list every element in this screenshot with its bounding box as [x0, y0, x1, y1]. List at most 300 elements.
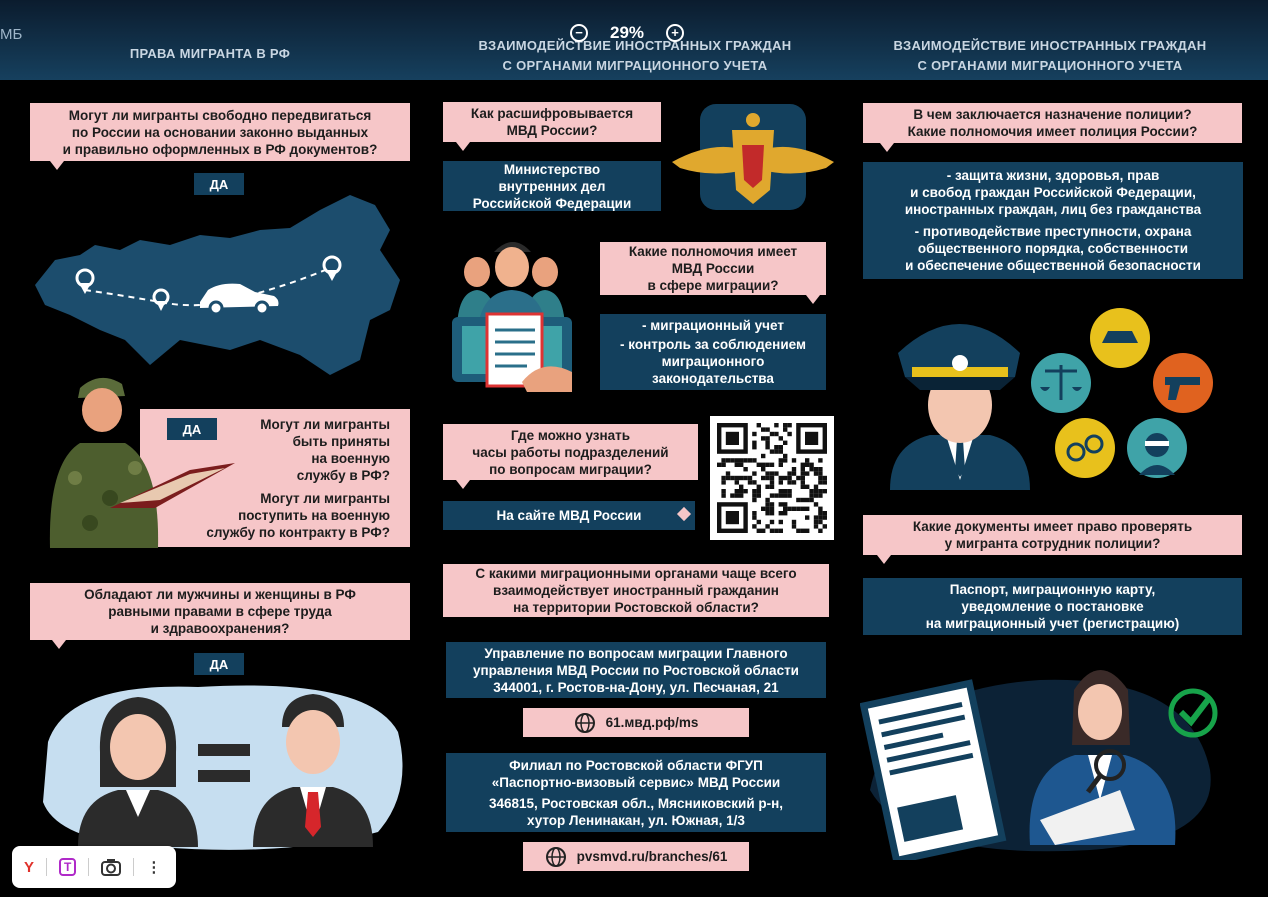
qr-module	[739, 463, 743, 467]
qr-module	[761, 463, 765, 467]
qr-module	[783, 454, 787, 458]
col2-org-1	[446, 642, 826, 698]
text-line: «Паспортно-визовый сервис» МВД России	[491, 774, 781, 790]
qr-module	[752, 515, 756, 519]
text-line: Управление по вопросам миграции Главного	[484, 645, 788, 661]
camera-icon[interactable]	[101, 858, 121, 876]
qr-module	[792, 467, 796, 471]
qr-module	[796, 476, 800, 480]
qr-module	[752, 493, 756, 497]
qr-module	[779, 436, 783, 440]
qr-module	[735, 489, 739, 493]
browser-toolbar	[12, 846, 176, 888]
col2-link-2[interactable]	[523, 842, 749, 871]
qr-module	[735, 458, 739, 462]
qr-module	[809, 498, 813, 502]
qr-module	[809, 489, 813, 493]
col3-answer-2	[863, 578, 1242, 635]
text-line: службу в РФ?	[296, 467, 390, 483]
qr-module	[809, 493, 813, 497]
col1-answer-3: ДА	[194, 653, 244, 675]
text-line: Обладают ли мужчины и женщины в РФ	[84, 587, 356, 602]
bubble-tail	[456, 480, 470, 489]
qr-module	[805, 463, 809, 467]
qr-module	[818, 476, 822, 480]
qr-module	[757, 493, 761, 497]
qr-module	[814, 493, 818, 497]
qr-module	[735, 493, 739, 497]
qr-module	[783, 507, 787, 511]
qr-module	[787, 471, 791, 475]
globe-icon	[545, 846, 567, 868]
qr-module	[748, 458, 752, 462]
text-line: на миграционный учет (регистрацию)	[925, 616, 1180, 631]
text-line: законодательства	[652, 371, 774, 386]
police-illustration	[880, 305, 1230, 490]
text-line: на территории Ростовской области?	[513, 600, 759, 615]
qr-module	[779, 445, 783, 449]
zoom-out-icon[interactable]: −	[570, 24, 588, 42]
qr-module	[801, 480, 805, 484]
bubble-tail	[877, 555, 891, 564]
qr-module	[774, 445, 778, 449]
police-emblem	[672, 100, 834, 214]
qr-module	[818, 507, 822, 511]
text-line: Как расшифровывается	[470, 106, 634, 121]
text-line: равными правами в сфере труда	[108, 604, 332, 619]
link-text[interactable]: На сайте МВД России	[496, 508, 642, 523]
zoom-controls	[570, 23, 684, 43]
qr-module	[809, 463, 813, 467]
qr-module	[783, 423, 787, 427]
qr-module	[779, 489, 783, 493]
text-line: Филиал по Ростовской области ФГУП	[509, 757, 763, 773]
bubble-tail	[456, 142, 470, 151]
qr-module	[743, 476, 747, 480]
qr-module	[823, 515, 827, 519]
qr-module	[730, 493, 734, 497]
qr-module	[752, 498, 756, 502]
qr-module	[752, 511, 756, 515]
qr-module	[779, 480, 783, 484]
qr-module	[757, 423, 761, 427]
text-line: В чем заключается назначение полиции?	[913, 107, 1192, 122]
qr-module	[774, 449, 778, 453]
qr-module	[765, 427, 769, 431]
qr-module	[787, 432, 791, 436]
col3-answer-1	[863, 162, 1243, 279]
qr-module	[761, 454, 765, 458]
qr-module	[765, 524, 769, 528]
qr-module	[752, 445, 756, 449]
qr-module	[818, 515, 822, 519]
qr-module	[770, 485, 774, 489]
qr-finder	[726, 432, 739, 445]
qr-module	[787, 489, 791, 493]
qr-module	[779, 502, 783, 506]
divider	[133, 858, 134, 876]
col2-title-line: ВЗАИМОДЕЙСТВИЕ ИНОСТРАННЫХ ГРАЖДАН	[478, 38, 792, 53]
qr-module	[805, 458, 809, 462]
text-line: хутор Ленинакан, ул. Южная, 1/3	[527, 812, 745, 828]
text-line: внутренних дел	[498, 178, 606, 194]
text-line: и свобод граждан Российской Федерации,	[910, 184, 1196, 200]
qr-module	[774, 529, 778, 533]
qr-module	[818, 489, 822, 493]
qr-module	[787, 493, 791, 497]
qr-module	[757, 520, 761, 524]
qr-module	[757, 463, 761, 467]
car-icon	[1090, 308, 1150, 368]
col2-question-2	[600, 242, 826, 295]
qr-module	[726, 458, 730, 462]
qr-module	[774, 471, 778, 475]
qr-module	[805, 485, 809, 489]
qr-module	[805, 471, 809, 475]
qr-module	[818, 458, 822, 462]
qr-module	[761, 507, 765, 511]
qr-module	[774, 423, 778, 427]
bubble-tail	[880, 143, 894, 152]
qr-finder	[726, 511, 739, 524]
text-line: взаимодействует иностранный гражданин	[493, 583, 779, 598]
text-line: - контроль за соблюдением	[620, 337, 806, 352]
text-line: Российской Федерации	[472, 195, 632, 211]
qr-module	[721, 476, 725, 480]
qr-module	[801, 507, 805, 511]
qr-module	[823, 489, 827, 493]
globe-icon	[574, 712, 596, 734]
qr-module	[779, 476, 783, 480]
col2-question-1	[443, 102, 661, 142]
col2-question-4	[443, 564, 829, 617]
qr-module	[779, 463, 783, 467]
qr-module	[730, 458, 734, 462]
officer-figure	[890, 324, 1030, 490]
qr-module	[805, 507, 809, 511]
qr-module	[779, 493, 783, 497]
qr-module	[765, 463, 769, 467]
qr-module	[757, 485, 761, 489]
col3-question-2	[863, 515, 1242, 555]
qr-module	[721, 493, 725, 497]
text-line: у мигранта сотрудник полиции?	[944, 536, 1161, 551]
text-line: Паспорт, миграционную карту,	[949, 582, 1156, 597]
qr-module	[721, 463, 725, 467]
qr-module	[787, 480, 791, 484]
qr-module	[818, 520, 822, 524]
qr-module	[757, 489, 761, 493]
qr-module	[739, 476, 743, 480]
text-line: и правильно оформленных в РФ документов?	[62, 141, 378, 157]
qr-module	[735, 480, 739, 484]
col2-link-1[interactable]	[523, 708, 749, 737]
qr-module	[818, 467, 822, 471]
qr-module	[792, 471, 796, 475]
text-line: - миграционный учет	[642, 318, 784, 333]
qr-module	[765, 436, 769, 440]
qr-module	[787, 423, 791, 427]
qr-module	[801, 498, 805, 502]
qr-module	[801, 529, 805, 533]
qr-module	[809, 467, 813, 471]
text-line: часы работы подразделений	[472, 444, 669, 460]
text-line: Какие документы имеет право проверять	[912, 519, 1193, 534]
qr-module	[726, 476, 730, 480]
qr-module	[814, 515, 818, 519]
qr-module	[765, 511, 769, 515]
qr-module	[761, 427, 765, 431]
qr-module	[783, 511, 787, 515]
criminal-icon	[1127, 418, 1187, 478]
text-line: быть приняты	[292, 433, 390, 449]
qr-module	[735, 476, 739, 480]
qr-module	[761, 467, 765, 471]
qr-module	[779, 511, 783, 515]
equality-illustration	[38, 682, 408, 852]
col2-title-line: С ОРГАНАМИ МИГРАЦИОННОГО УЧЕТА	[502, 58, 768, 73]
text-line: МВД России	[671, 261, 755, 276]
qr-module	[787, 476, 791, 480]
qr-module	[743, 489, 747, 493]
qr-module	[818, 511, 822, 515]
text-line: по вопросам миграции?	[489, 461, 652, 477]
col2-answer-2	[600, 314, 826, 390]
text-line: Где можно узнать	[510, 427, 631, 443]
qr-module	[796, 498, 800, 502]
qr-module	[735, 463, 739, 467]
yandex-icon[interactable]: Y	[24, 858, 35, 876]
qr-module	[757, 529, 761, 533]
zoom-level: 29%	[610, 23, 645, 42]
qr-module	[796, 529, 800, 533]
bubble-tail	[52, 640, 66, 649]
qr-module	[743, 458, 747, 462]
qr-module	[783, 493, 787, 497]
qr-module	[721, 480, 725, 484]
qr-module	[726, 471, 730, 475]
text-line: общественного порядка, собственности	[917, 241, 1189, 257]
qr-module	[748, 480, 752, 484]
text-line: иностранных граждан, лиц без гражданства	[904, 201, 1202, 217]
qr-module	[752, 489, 756, 493]
qr-module	[779, 529, 783, 533]
qr-module	[765, 507, 769, 511]
qr-module	[814, 502, 818, 506]
text-line: и здравоохранения?	[150, 621, 290, 636]
qr-module	[792, 458, 796, 462]
qr-module	[752, 480, 756, 484]
qr-module	[818, 493, 822, 497]
qr-module	[770, 480, 774, 484]
qr-module	[783, 502, 787, 506]
qr-module	[770, 502, 774, 506]
qr-module	[765, 445, 769, 449]
qr-module	[805, 529, 809, 533]
checkmark-icon	[1171, 691, 1215, 735]
text-line: 344001, г. Ростов-на-Дону, ул. Песчаная, 21	[493, 679, 779, 695]
qr-module	[770, 511, 774, 515]
soldier-illustration	[40, 368, 240, 550]
gun-icon	[1153, 353, 1213, 413]
col2-answer-1	[443, 161, 661, 211]
text-line: службу по контракту в РФ?	[206, 524, 390, 540]
qr-module	[717, 463, 721, 467]
qr-module	[765, 485, 769, 489]
qr-pattern	[710, 416, 834, 540]
text-line: Какие полномочия имеет полиция России?	[907, 124, 1198, 139]
text-line: Могут ли мигранты свободно передвигаться	[68, 107, 372, 123]
qr-module	[770, 471, 774, 475]
qr-module	[805, 515, 809, 519]
qr-module	[721, 458, 725, 462]
qr-module	[814, 489, 818, 493]
text-line: управления МВД России по Ростовской области	[473, 662, 799, 678]
col3-question-1	[863, 103, 1242, 143]
col2-answer-3	[443, 501, 695, 530]
col3-title	[860, 36, 1240, 76]
equals-sign	[198, 744, 250, 756]
qr-module	[770, 520, 774, 524]
qr-module	[801, 476, 805, 480]
text-line: по России на основании законно выданных	[71, 124, 369, 140]
text-line: Могут ли мигранты	[260, 490, 390, 506]
text-line: в сфере миграции?	[647, 278, 779, 293]
qr-module	[770, 529, 774, 533]
col1-title: ПРАВА МИГРАНТА В РФ	[129, 46, 291, 61]
officials-illustration	[447, 232, 582, 392]
translate-icon[interactable]: T	[59, 858, 76, 876]
qr-module	[761, 436, 765, 440]
qr-module	[801, 467, 805, 471]
text-line: Министерство	[503, 161, 601, 177]
qr-module	[752, 524, 756, 528]
link-text[interactable]: 61.мвд.рф/ms	[605, 715, 699, 730]
qr-module	[792, 507, 796, 511]
qr-module	[814, 467, 818, 471]
qr-module	[796, 507, 800, 511]
bubble-tail	[806, 295, 820, 304]
qr-module	[783, 441, 787, 445]
qr-module	[765, 471, 769, 475]
qr-module	[765, 502, 769, 506]
qr-module	[792, 480, 796, 484]
qr-module	[765, 441, 769, 445]
qr-module	[752, 441, 756, 445]
qr-module	[770, 449, 774, 453]
qr-module	[739, 485, 743, 489]
qr-module	[761, 529, 765, 533]
qr-module	[752, 471, 756, 475]
qr-module	[814, 520, 818, 524]
col3-title-line: ВЗАИМОДЕЙСТВИЕ ИНОСТРАННЫХ ГРАЖДАН	[893, 38, 1207, 53]
qr-module	[823, 524, 827, 528]
qr-module	[765, 476, 769, 480]
text-line: - противодействие преступности, охрана	[914, 224, 1192, 240]
qr-module	[770, 476, 774, 480]
qr-finder	[805, 432, 818, 445]
qr-module	[823, 480, 827, 484]
qr-module	[739, 458, 743, 462]
col3-title-line: С ОРГАНАМИ МИГРАЦИОННОГО УЧЕТА	[917, 58, 1183, 73]
qr-module	[743, 467, 747, 471]
qr-module	[814, 471, 818, 475]
russia-map	[30, 190, 410, 390]
qr-module	[823, 476, 827, 480]
text-line: и обеспечение общественной безопасности	[905, 258, 1201, 274]
qr-module	[770, 432, 774, 436]
col1-answer-1: ДА	[194, 173, 244, 195]
qr-module	[765, 498, 769, 502]
text-line: 346815, Ростовская обл., Мясниковский р-н,	[488, 795, 784, 811]
qr-module	[783, 458, 787, 462]
text-line: Могут ли мигранты	[260, 416, 390, 432]
qr-module	[783, 427, 787, 431]
qr-module	[792, 520, 796, 524]
text-line: на военную	[311, 450, 390, 466]
divider	[46, 858, 47, 876]
text-line: уведомление о постановке	[961, 599, 1144, 614]
qr-module	[805, 498, 809, 502]
qr-module	[814, 524, 818, 528]
col1-question-1	[30, 103, 410, 161]
qr-module	[801, 463, 805, 467]
bubble-tail	[50, 161, 64, 170]
qr-module	[770, 463, 774, 467]
equals-sign	[198, 770, 250, 782]
col2-question-3	[443, 424, 698, 480]
qr-module	[779, 520, 783, 524]
text-line: Какие полномочия имеет	[628, 244, 798, 259]
left-edge-text: МБ	[0, 26, 23, 43]
document-check-illustration	[860, 650, 1230, 860]
qr-module	[801, 485, 805, 489]
link-text[interactable]: pvsmvd.ru/branches/61	[576, 849, 728, 864]
qr-module	[770, 493, 774, 497]
qr-module	[752, 458, 756, 462]
qr-module	[748, 476, 752, 480]
qr-module	[783, 476, 787, 480]
col1-answer-2: ДА	[167, 418, 217, 440]
handcuffs-icon	[1055, 418, 1115, 478]
qr-module	[818, 480, 822, 484]
qr-module	[783, 489, 787, 493]
zoom-in-icon[interactable]: +	[666, 24, 684, 42]
qr-module	[779, 449, 783, 453]
more-icon[interactable]: ⋮	[146, 859, 162, 876]
col2-org-2	[446, 753, 826, 832]
qr-module	[787, 507, 791, 511]
qr-module	[823, 511, 827, 515]
qr-module	[739, 493, 743, 497]
qr-module	[739, 489, 743, 493]
divider	[88, 858, 89, 876]
qr-module	[779, 458, 783, 462]
text-line: поступить на военную	[238, 507, 390, 523]
text-line: МВД России?	[506, 123, 598, 138]
qr-module	[721, 489, 725, 493]
qr-module	[792, 524, 796, 528]
text-line: миграционного	[661, 354, 765, 369]
qr-module	[774, 493, 778, 497]
qr-module	[770, 507, 774, 511]
qr-code[interactable]	[710, 416, 834, 540]
qr-module	[730, 476, 734, 480]
qr-module	[818, 471, 822, 475]
qr-module	[814, 485, 818, 489]
qr-module	[774, 432, 778, 436]
qr-module	[761, 476, 765, 480]
